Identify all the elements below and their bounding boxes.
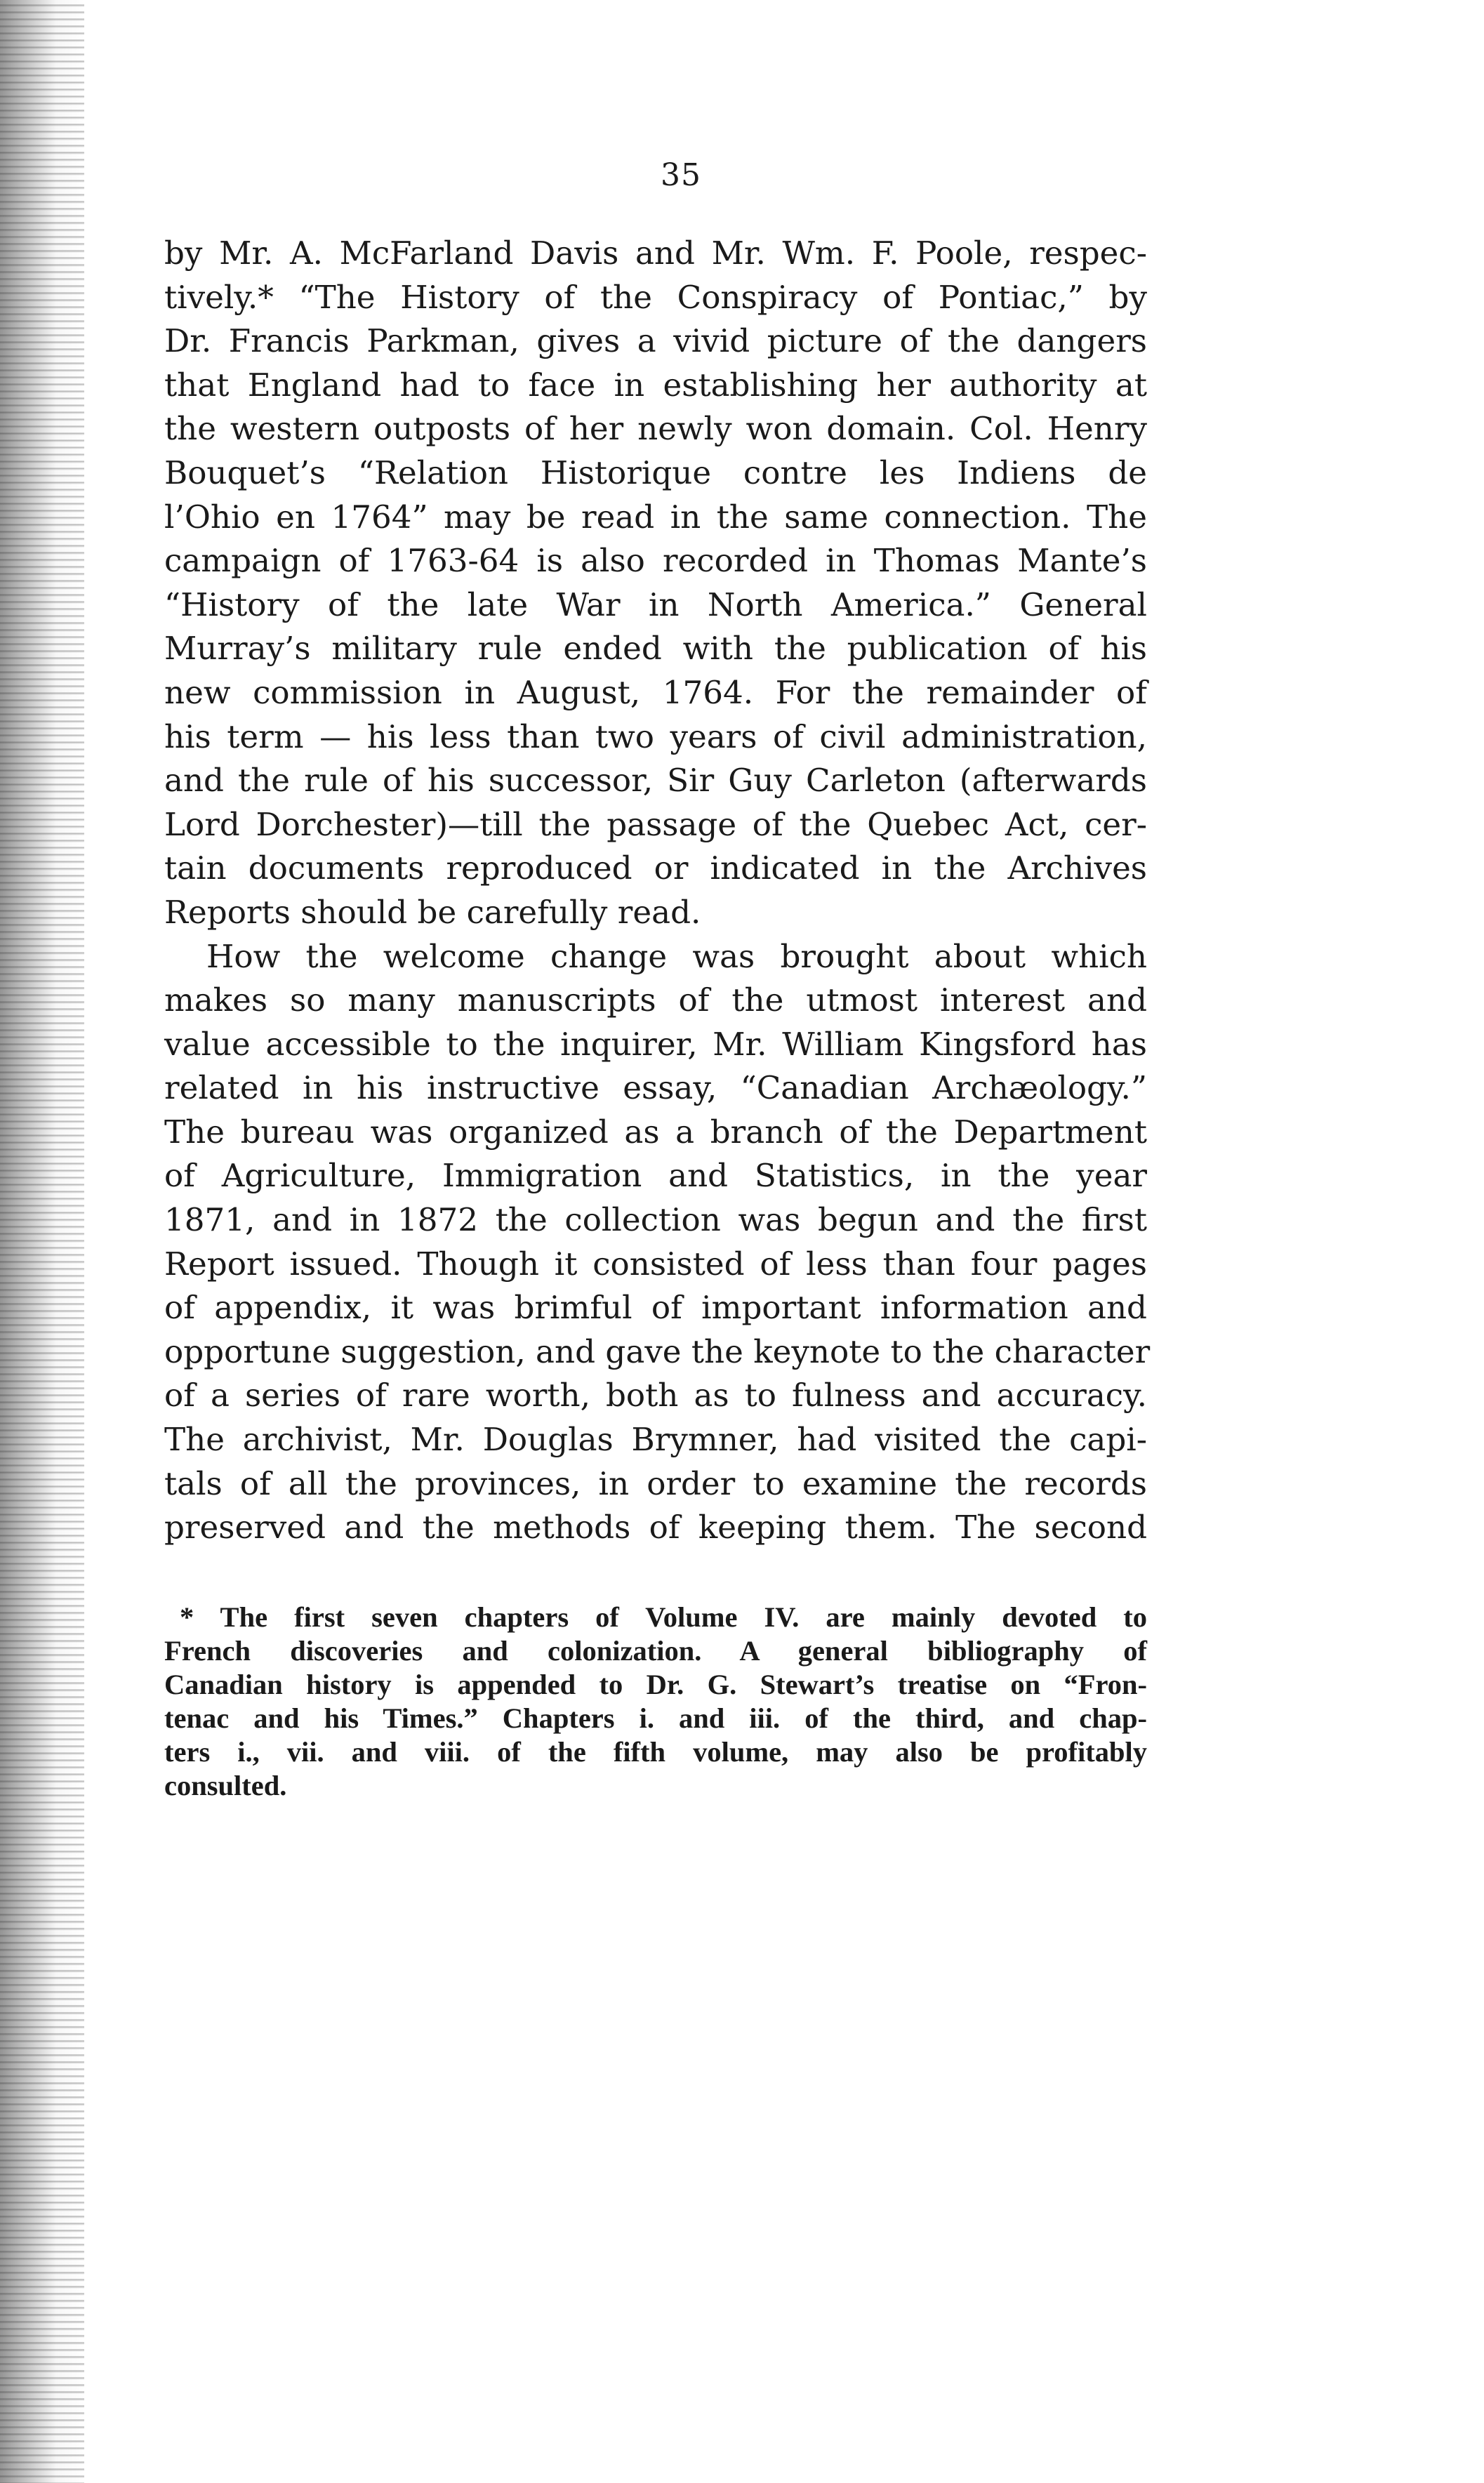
body-line: tain documents reproduced or indicated in the Archives	[164, 849, 1147, 887]
body-line: new commission in August, 1764. For the remainder of	[164, 673, 1147, 711]
body-text	[164, 232, 1151, 1550]
page-number: 35	[661, 157, 701, 193]
footnote-line: ters i., vii. and viii. of the fifth volume, may also be profitably	[164, 1736, 1147, 1768]
footnote-line: French discoveries and colonization. A general bibliography of	[164, 1635, 1147, 1667]
body-line: the western outposts of her newly won domain. Col. Henry	[164, 410, 1147, 448]
footnote	[164, 1601, 1147, 1803]
body-line: and the rule of his successor, Sir Guy Carleton (afterwards	[164, 762, 1147, 800]
page-binding-edge	[0, 0, 84, 2483]
body-line: “History of the late War in North America.” General	[164, 585, 1147, 623]
body-line: his term — his less than two years of civil administration,	[164, 717, 1147, 755]
body-line: of a series of rare worth, both as to fulness and accuracy.	[164, 1377, 1147, 1415]
body-line: Dr. Francis Parkman, gives a vivid picture of the dangers	[164, 322, 1147, 360]
body-line: Reports should be carefully read.	[164, 893, 701, 931]
body-line: The bureau was organized as a branch of the Department	[164, 1113, 1147, 1151]
body-line: of appendix, it was brimful of important information and	[164, 1289, 1147, 1327]
footnote-line: * The first seven chapters of Volume IV. are mainly devoted to	[180, 1601, 1147, 1633]
body-line: tively.* “The History of the Conspiracy of Pontiac,” by	[164, 278, 1147, 316]
body-line: l’Ohio en 1764” may be read in the same connection. The	[164, 498, 1147, 536]
body-line: value accessible to the inquirer, Mr. William Kingsford has	[164, 1025, 1147, 1063]
body-line: of Agriculture, Immigration and Statistics, in the year	[164, 1157, 1147, 1195]
body-line: that England had to face in establishing her authority at	[164, 366, 1147, 404]
footnote-line: Canadian history is appended to Dr. G. Stewart’s treatise on “Fron-	[164, 1669, 1147, 1700]
body-line: makes so many manuscripts of the utmost interest and	[164, 981, 1147, 1019]
body-line: How the welcome change was brought about which	[206, 937, 1147, 975]
body-line: tals of all the provinces, in order to examine the records	[164, 1464, 1147, 1502]
body-line: campaign of 1763-64 is also recorded in Thomas Mante’s	[164, 542, 1147, 580]
body-line: The archivist, Mr. Douglas Brymner, had visited the capi-	[164, 1421, 1147, 1459]
footnote-line: tenac and his Times.” Chapters i. and iii. of the third, and chap-	[164, 1702, 1147, 1734]
body-line: by Mr. A. McFarland Davis and Mr. Wm. F. Poole, respec-	[164, 234, 1147, 272]
body-line: Lord Dorchester)—till the passage of the Quebec Act, cer-	[164, 805, 1147, 843]
body-line: Report issued. Though it consisted of less than four pages	[164, 1245, 1147, 1283]
footnote-line: consulted.	[164, 1770, 287, 1801]
body-line: 1871, and in 1872 the collection was begun and the first	[164, 1201, 1147, 1239]
body-line: Bouquet’s “Relation Historique contre les Indiens de	[164, 453, 1147, 491]
body-line: opportune suggestion, and gave the keynote to the character	[164, 1332, 1151, 1370]
body-line: Murray’s military rule ended with the publication of his	[164, 630, 1147, 668]
body-line: related in his instructive essay, “Canadian Archæology.”	[164, 1069, 1147, 1107]
body-line: preserved and the methods of keeping them. The second	[164, 1509, 1147, 1547]
